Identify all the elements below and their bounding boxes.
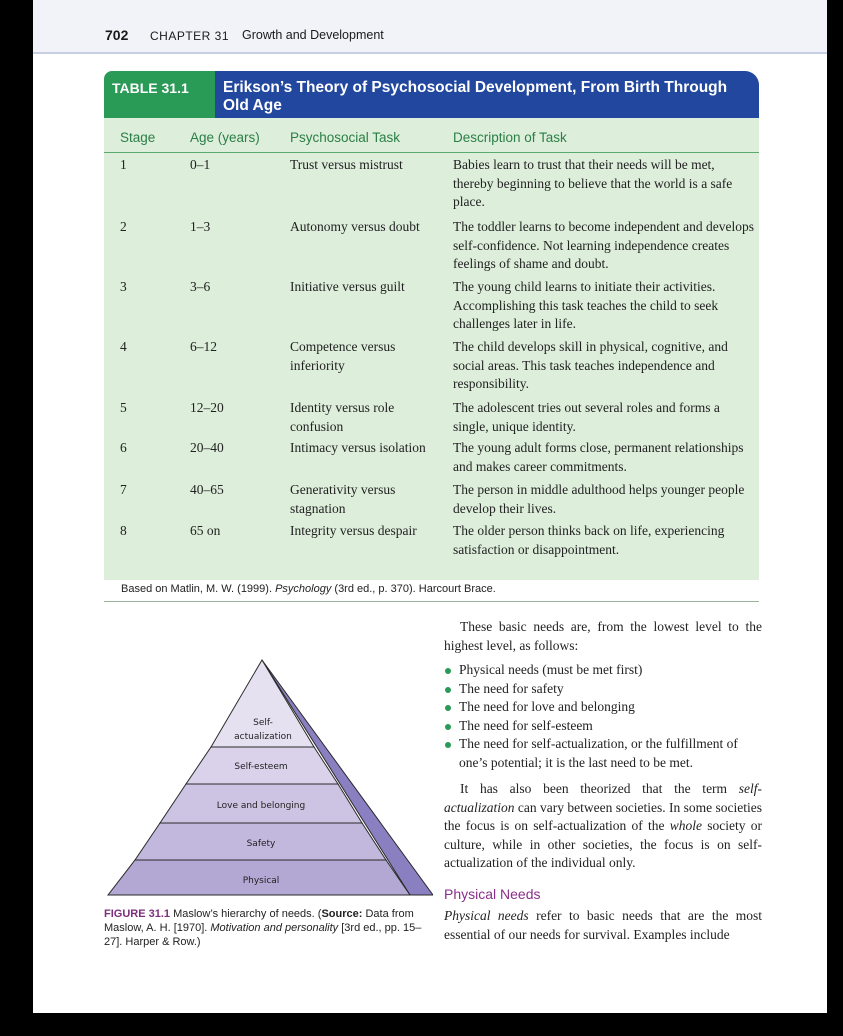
cell-age: 3–6: [190, 279, 211, 294]
list-item-text: The need for love and belonging: [459, 699, 635, 714]
list-item: [444, 698, 762, 717]
cell-stage: 2: [120, 219, 127, 234]
figure-number: FIGURE 31.1: [104, 908, 171, 920]
maslow-pyramid: [103, 655, 433, 900]
chapter-label: CHAPTER 31: [150, 29, 230, 43]
cell-age: 12–20: [190, 400, 224, 415]
table-header: [104, 71, 759, 118]
chapter-title: Growth and Development: [242, 28, 384, 42]
cell-stage: 3: [120, 279, 127, 294]
section-heading: Physical Needs: [444, 885, 541, 902]
table-header-row: [104, 126, 759, 153]
para-italic-term: Physical needs: [444, 908, 529, 923]
caption-text: Maslow’s hierarchy of needs. (: [170, 908, 322, 920]
bullet-icon: [445, 742, 451, 748]
cell-stage: 7: [120, 482, 127, 497]
list-item: [444, 680, 762, 699]
pyramid-label-safety: Safety: [246, 839, 276, 849]
physical-needs-paragraph: [444, 907, 762, 944]
table-source-note: [121, 583, 496, 595]
column-header-age: Age (years): [190, 130, 260, 145]
cell-stage: 8: [120, 523, 127, 538]
bullet-icon: [445, 668, 451, 674]
cell-description: The adolescent tries out several roles and forms a single, unique identity.: [453, 400, 720, 434]
caption-italic: Motivation and personality: [210, 922, 339, 934]
bullet-icon: [445, 724, 451, 730]
pyramid-label-self-esteem: Self-esteem: [234, 762, 288, 772]
page-number: 702: [105, 27, 129, 43]
cell-description: Babies learn to trust that their needs will be met, thereby beginning to believe that the world is a safe place.: [453, 157, 733, 209]
cell-age: 6–12: [190, 339, 217, 354]
caption-source-label: Source:: [321, 908, 363, 920]
para-text: It has also been theorized that the term: [460, 781, 739, 796]
cell-description: The older person thinks back on life, experiencing satisfaction or disappointment.: [453, 523, 725, 557]
list-item-text: The need for safety: [459, 680, 564, 696]
cell-description: The young adult forms close, permanent relationships and makes career commitments.: [453, 440, 744, 474]
body-text-column: [444, 618, 762, 944]
intro-paragraph: These basic needs are, from the lowest level to the highest level, as follows:: [444, 619, 762, 653]
cell-task: Initiative versus guilt: [290, 279, 405, 294]
running-head: [33, 0, 827, 54]
cell-stage: 6: [120, 440, 127, 455]
pyramid-label-love-belonging: Love and belonging: [216, 801, 306, 811]
self-actualization-paragraph: [444, 780, 762, 873]
note-italic: Psychology: [275, 583, 332, 595]
cell-stage: 1: [120, 157, 127, 172]
table-label: TABLE 31.1: [104, 71, 216, 118]
cell-age: 40–65: [190, 482, 224, 497]
note-prefix: Based on Matlin, M. W. (1999).: [121, 583, 276, 595]
pyramid-label-actualization: actualization: [234, 732, 292, 742]
column-header-task: Psychosocial Task: [290, 130, 401, 145]
cell-task: Intimacy versus isolation: [290, 440, 426, 455]
cell-description: The person in middle adulthood helps younger people develop their lives.: [453, 482, 745, 516]
cell-task: Trust versus mistrust: [290, 157, 403, 172]
caption-source: Data from Maslow, A. H. [1970].: [104, 908, 414, 934]
list-item: [444, 735, 762, 772]
cell-task: Generativity versus stagnation: [290, 482, 396, 516]
cell-age: 1–3: [190, 219, 211, 234]
column-header-stage: Stage: [120, 130, 156, 145]
para-italic-term: self-actualization: [444, 781, 762, 815]
para-text: society or culture, while in other societies, the focus is on self-actualization of the individual only.: [444, 818, 762, 870]
bullet-icon: [445, 705, 451, 711]
pyramid-label-self: Self-: [253, 718, 273, 728]
cell-task: Competence versus inferiority: [290, 339, 396, 373]
cell-description: The toddler learns to become independent and develops self-confidence. Not learning independence creates feelings of shame and doubt.: [453, 219, 755, 271]
para-text: can vary between societies. In some societies the focus is on self-actualization of the: [444, 799, 762, 833]
divider: [104, 601, 759, 602]
para-text: refer to basic needs that are the most essential of our needs for survival. Examples include: [444, 908, 762, 942]
needs-list: [444, 661, 762, 772]
list-item: [444, 661, 762, 680]
list-item: [444, 717, 762, 736]
caption-end: [3rd ed., pp. 15–27]. Harper & Row.): [104, 922, 422, 948]
column-header-description: Description of Task: [453, 130, 567, 145]
para-italic-word: whole: [669, 818, 702, 833]
pyramid-label-physical: Physical: [242, 876, 280, 886]
list-item-text: The need for self-esteem: [459, 717, 593, 733]
cell-description: The child develops skill in physical, cognitive, and social areas. This task teaches independence and responsibility.: [453, 339, 728, 391]
cell-stage: 4: [120, 339, 127, 354]
cell-stage: 5: [120, 400, 127, 415]
cell-task: Identity versus role confusion: [290, 400, 395, 434]
note-suffix: (3rd ed., p. 370). Harcourt Brace.: [331, 583, 496, 595]
cell-task: Integrity versus despair: [290, 523, 417, 538]
cell-age: 0–1: [190, 157, 211, 172]
cell-age: 65 on: [190, 523, 221, 538]
cell-age: 20–40: [190, 440, 224, 455]
textbook-page: [33, 0, 827, 1013]
cell-task: Autonomy versus doubt: [290, 219, 420, 234]
list-item-text: The need for self-actualization, or the fulfillment of one’s potential; it is the last need to be met.: [459, 736, 738, 770]
cell-description: The young child learns to initiate their activities. Accomplishing this task teaches the child to seek challenges later in life.: [453, 279, 719, 331]
figure-caption: [104, 907, 424, 949]
table-title: Erikson’s Theory of Psychosocial Development, From Birth Through Old Age: [215, 71, 759, 118]
erikson-table: [104, 118, 759, 580]
list-item-text: Physical needs (must be met first): [459, 662, 643, 677]
bullet-icon: [445, 687, 451, 693]
